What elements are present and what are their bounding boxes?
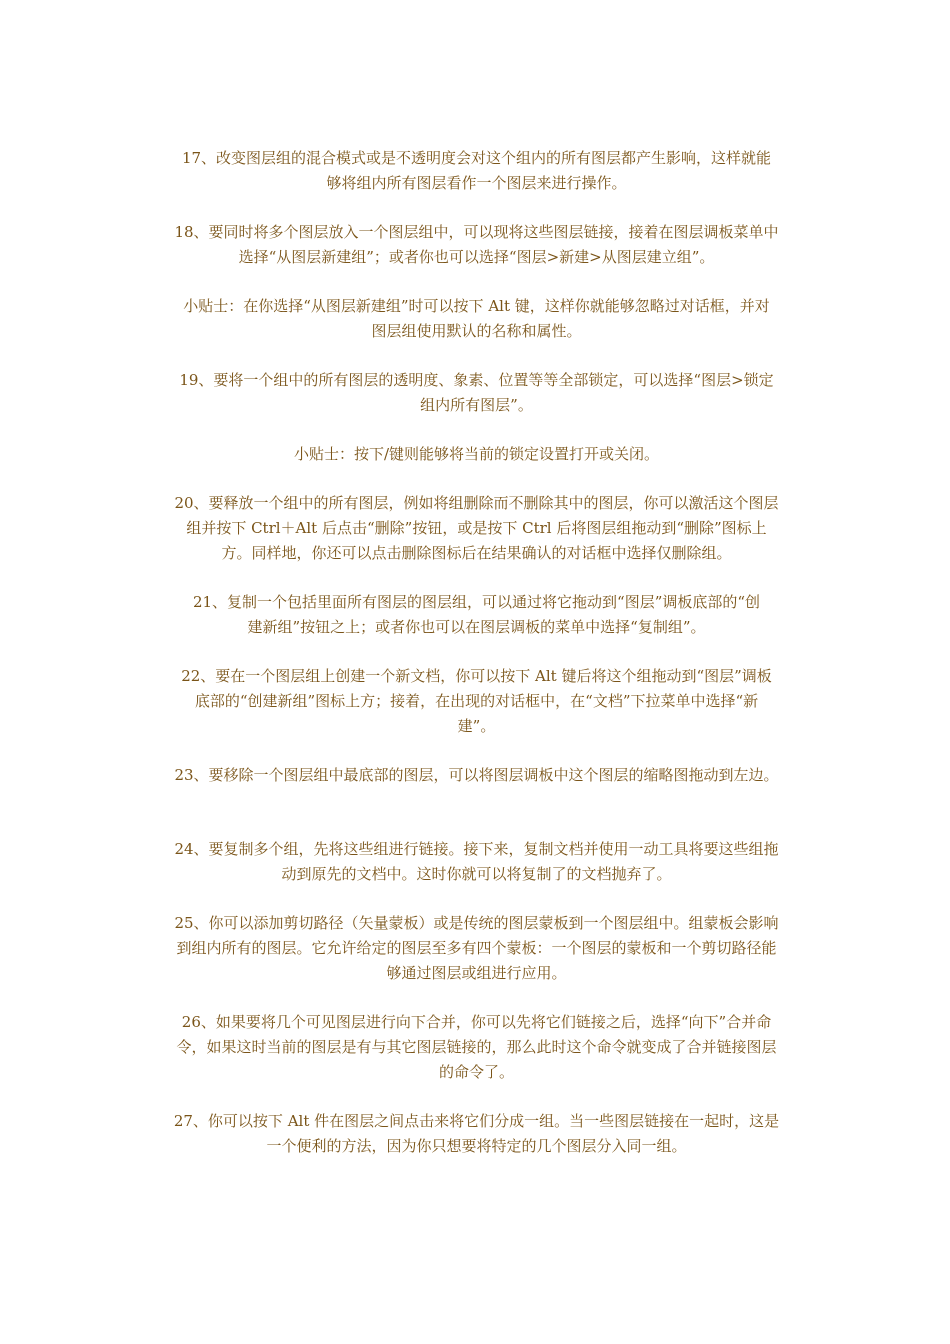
paragraph-tip-18	[145, 220, 808, 270]
text-line: 组内所有图层”。	[420, 396, 533, 414]
paragraph-tip-26	[145, 1010, 808, 1085]
paragraph-tip-20	[145, 491, 808, 566]
text-line: 27、你可以按下 Alt 件在图层之间点击来将它们分成一组。当一些图层链接在一起时，这是	[173, 1112, 780, 1130]
paragraph-tip-27	[145, 1109, 808, 1159]
text-line: 21、复制一个包括里面所有图层的图层组，可以通过将它拖动到“图层”调板底部的“创	[192, 593, 761, 611]
text-line: 25、你可以添加剪切路径（矢量蒙板）或是传统的图层蒙板到一个图层组中。组蒙板会影响	[174, 914, 779, 932]
text-line: 建新组”按钮之上；或者你也可以在图层调板的菜单中选择“复制组”。	[247, 618, 706, 636]
text-line: 建”。	[457, 717, 496, 735]
paragraph-tip-24	[145, 837, 808, 887]
text-line: 方。同样地，你还可以点击删除图标后在结果确认的对话框中选择仅删除组。	[221, 544, 732, 562]
text-line: 一个便利的方法，因为你只想要将特定的几个图层分入同一组。	[266, 1137, 687, 1155]
text-line: 图层组使用默认的名称和属性。	[371, 322, 582, 340]
text-line: 17、改变图层组的混合模式或是不透明度会对这个组内的所有图层都产生影响，这样就能	[181, 149, 772, 167]
text-line: 动到原先的文档中。这时你就可以将复制了的文档抛弃了。	[281, 865, 672, 883]
text-line: 底部的“创建新组”图标上方；接着，在出现的对话框中，在“文档”下拉菜单中选择“新	[194, 692, 759, 710]
text-line: 选择“从图层新建组”；或者你也可以选择“图层>新建>从图层建立组”。	[238, 248, 715, 266]
text-line: 24、要复制多个组，先将这些组进行链接。接下来，复制文档并使用一动工具将要这些组拖	[174, 840, 779, 858]
paragraph-hint-2	[145, 442, 808, 467]
paragraph-tip-19	[145, 368, 808, 418]
document-body	[145, 146, 808, 1159]
paragraph-tip-25	[145, 911, 808, 986]
text-line: 小贴士：按下/键则能够将当前的锁定设置打开或关闭。	[293, 445, 660, 463]
text-line: 19、要将一个组中的所有图层的透明度、象素、位置等等全部锁定，可以选择“图层>锁定	[179, 371, 774, 389]
text-line: 26、如果要将几个可见图层进行向下合并，你可以先将它们链接之后，选择“向下”合并命	[181, 1013, 772, 1031]
paragraph-hint-1	[145, 294, 808, 344]
text-line: 令，如果这时当前的图层是有与其它图层链接的，那么此时这个命令就变成了合并链接图层	[176, 1038, 777, 1056]
text-line: 组并按下 Ctrl＋Alt 后点击“删除”按钮，或是按下 Ctrl 后将图层组拖动到“删除”图标上	[186, 519, 767, 537]
text-line: 小贴士：在你选择“从图层新建组”时可以按下 Alt 键，这样你就能够忽略过对话框，并对	[183, 297, 770, 315]
text-line: 22、要在一个图层组上创建一个新文档，你可以按下 Alt 键后将这个组拖动到“图层”调板	[181, 667, 772, 685]
text-line: 20、要释放一个组中的所有图层，例如将组删除而不删除其中的图层，你可以激活这个图层	[174, 494, 779, 512]
paragraph-tip-17	[145, 146, 808, 196]
text-line: 23、要移除一个图层组中最底部的图层，可以将图层调板中这个图层的缩略图拖动到左边。	[174, 766, 779, 784]
text-line: 够将组内所有图层看作一个图层来进行操作。	[326, 174, 627, 192]
text-line: 18、要同时将多个图层放入一个图层组中，可以现将这些图层链接，接着在图层调板菜单中	[174, 223, 779, 241]
paragraph-tip-21	[145, 590, 808, 640]
paragraph-tip-22	[145, 664, 808, 739]
text-line: 够通过图层或组进行应用。	[386, 964, 567, 982]
text-line: 的命令了。	[438, 1063, 514, 1081]
text-line: 到组内所有的图层。它允许给定的图层至多有四个蒙板：一个图层的蒙板和一个剪切路径能	[176, 939, 777, 957]
paragraph-tip-23	[145, 763, 808, 788]
